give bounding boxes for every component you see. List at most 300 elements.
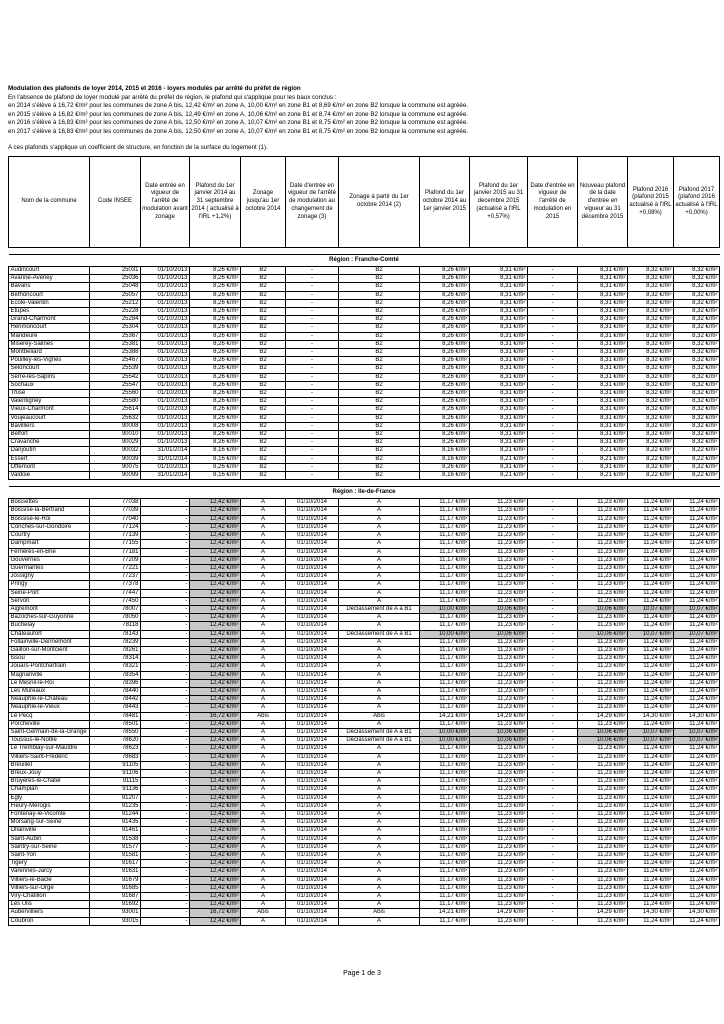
table-cell: -: [141, 737, 190, 745]
table-cell: B2: [339, 357, 420, 365]
table-cell: 11,24 €/m²: [674, 794, 720, 802]
table-cell: -: [528, 556, 578, 564]
table-cell: -: [528, 704, 578, 712]
table-row: [9, 778, 720, 786]
table-cell: Abis: [241, 712, 286, 720]
table-cell: 10,06 €/m²: [578, 605, 628, 613]
table-cell: 8,31 €/m²: [470, 299, 528, 307]
table-cell: 8,16 €/m²: [190, 455, 241, 463]
intro-line: en 2017 s'élève à 16,83 €/m² pour les communes de zone A bis, 12,50 €/m² en zone A, 10,07 €/m² en zone B1 et 8,75 €/m² en zone B2 lorsque la commune est agréée.: [8, 127, 469, 135]
table-cell: Abis: [339, 909, 420, 917]
table-cell: 8,26 €/m²: [190, 422, 241, 430]
table-cell: 8,32 €/m²: [628, 299, 674, 307]
table-cell: -: [528, 340, 578, 348]
table-cell: -: [528, 786, 578, 794]
table-cell: 11,24 €/m²: [674, 556, 720, 564]
table-cell: A: [339, 532, 420, 540]
table-cell: -: [141, 630, 190, 638]
table-cell: 78440: [90, 687, 141, 695]
table-cell: B2: [339, 398, 420, 406]
table-cell: A: [339, 745, 420, 753]
table-cell: 12,42 €/m²: [190, 720, 241, 728]
table-cell: Aigremont: [9, 605, 90, 613]
table-cell: 11,17 €/m²: [420, 614, 470, 622]
table-cell: A: [241, 499, 286, 507]
table-cell: 11,23 €/m²: [578, 663, 628, 671]
table-cell: 11,23 €/m²: [578, 868, 628, 876]
table-cell: 25467: [90, 357, 141, 365]
table-cell: 8,32 €/m²: [628, 398, 674, 406]
table-row: [9, 671, 720, 679]
table-cell: 12,42 €/m²: [190, 868, 241, 876]
table-row: [9, 819, 720, 827]
table-cell: 77039: [90, 507, 141, 515]
table-cell: 8,31 €/m²: [470, 439, 528, 447]
table-cell: 8,32 €/m²: [628, 275, 674, 283]
table-cell: -: [528, 308, 578, 316]
table-cell: B2: [339, 340, 420, 348]
table-cell: -: [528, 365, 578, 373]
table-cell: A: [339, 671, 420, 679]
table-cell: 11,24 €/m²: [628, 581, 674, 589]
table-cell: Conches-sur-Gondoire: [9, 523, 90, 531]
table-cell: A: [339, 802, 420, 810]
table-cell: 8,26 €/m²: [190, 308, 241, 316]
table-cell: 14,29 €/m²: [578, 712, 628, 720]
table-row: [9, 556, 720, 564]
table-cell: -: [286, 267, 339, 275]
table-cell: Gaillon-sur-Montcient: [9, 646, 90, 654]
table-row: [9, 373, 720, 381]
table-cell: 78550: [90, 728, 141, 736]
table-cell: A: [339, 884, 420, 892]
table-row: [9, 696, 720, 704]
table-cell: B2: [241, 381, 286, 389]
table-cell: 8,26 €/m²: [190, 463, 241, 471]
table-cell: 12,42 €/m²: [190, 671, 241, 679]
table-cell: Bazoches-sur-Guyonne: [9, 614, 90, 622]
table-cell: B2: [241, 324, 286, 332]
table-cell: -: [141, 687, 190, 695]
table-cell: -: [286, 316, 339, 324]
table-cell: 11,24 €/m²: [628, 532, 674, 540]
table-cell: B2: [339, 390, 420, 398]
table-cell: -: [528, 564, 578, 572]
table-cell: 12,42 €/m²: [190, 852, 241, 860]
table-cell: -: [286, 373, 339, 381]
table-cell: -: [528, 540, 578, 548]
table-cell: B2: [241, 431, 286, 439]
table-cell: 11,23 €/m²: [578, 901, 628, 909]
table-row: [9, 365, 720, 373]
table-cell: 11,23 €/m²: [578, 827, 628, 835]
table-cell: A: [339, 819, 420, 827]
table-cell: A: [241, 515, 286, 523]
table-cell: 11,23 €/m²: [470, 802, 528, 810]
table-row: [9, 638, 720, 646]
table-row: [9, 704, 720, 712]
table-cell: 11,17 €/m²: [420, 860, 470, 868]
table-cell: 11,24 €/m²: [674, 745, 720, 753]
table-cell: 11,24 €/m²: [674, 515, 720, 523]
table-cell: 11,23 €/m²: [578, 614, 628, 622]
table-cell: 11,24 €/m²: [628, 704, 674, 712]
table-cell: A: [241, 614, 286, 622]
table-row: [9, 357, 720, 365]
table-cell: 01/10/2014: [286, 499, 339, 507]
table-cell: 12,42 €/m²: [190, 515, 241, 523]
table-cell: 01/10/2013: [141, 332, 190, 340]
table-row: [9, 663, 720, 671]
table-cell: -: [141, 597, 190, 605]
table-cell: 11,23 €/m²: [578, 745, 628, 753]
table-cell: 11,17 €/m²: [420, 753, 470, 761]
table-cell: 91687: [90, 893, 141, 901]
table-cell: 01/10/2014: [286, 507, 339, 515]
table-cell: 01/10/2014: [286, 819, 339, 827]
table-cell: 11,23 €/m²: [470, 646, 528, 654]
table-cell: -: [528, 605, 578, 613]
table-cell: A: [241, 630, 286, 638]
table-cell: 8,26 €/m²: [190, 373, 241, 381]
column-header: Plafond 2016 (plafond 2015 actualisé à l'IRL +0,08%): [628, 157, 674, 248]
table-cell: 11,24 €/m²: [628, 679, 674, 687]
table-cell: 8,26 €/m²: [190, 340, 241, 348]
table-cell: 12,42 €/m²: [190, 778, 241, 786]
table-cell: Fontenay-le-Vicomte: [9, 811, 90, 819]
table-cell: -: [528, 267, 578, 275]
table-cell: B2: [241, 439, 286, 447]
table-cell: 14,30 €/m²: [674, 712, 720, 720]
table-cell: Belfort: [9, 431, 90, 439]
table-cell: 78118: [90, 622, 141, 630]
table-cell: 11,23 €/m²: [470, 548, 528, 556]
table-cell: 11,24 €/m²: [628, 671, 674, 679]
table-cell: -: [528, 712, 578, 720]
region-heading-row: [9, 487, 720, 499]
table-cell: A: [241, 532, 286, 540]
table-cell: 8,31 €/m²: [578, 406, 628, 414]
table-cell: Étupes: [9, 308, 90, 316]
table-cell: A: [339, 679, 420, 687]
table-row: [9, 901, 720, 909]
table-cell: -: [528, 414, 578, 422]
table-cell: -: [528, 876, 578, 884]
table-cell: 11,24 €/m²: [674, 655, 720, 663]
table-cell: 11,23 €/m²: [470, 622, 528, 630]
table-cell: 11,24 €/m²: [628, 860, 674, 868]
table-cell: Toussus-le-Noble: [9, 737, 90, 745]
table-cell: 8,26 €/m²: [190, 316, 241, 324]
table-cell: -: [528, 283, 578, 291]
table-cell: 78481: [90, 712, 141, 720]
table-cell: -: [528, 720, 578, 728]
table-cell: 8,32 €/m²: [674, 431, 720, 439]
table-row: [9, 573, 720, 581]
table-cell: 11,23 €/m²: [578, 507, 628, 515]
table-cell: 11,24 €/m²: [628, 638, 674, 646]
intro-line: en 2015 s'élève à 16,82 €/m² pour les communes de zone A bis, 12,49 €/m² en zone A, 10,06 €/m² en zone B1 et 8,74 €/m² en zone B2 lorsque la commune est agréée.: [8, 110, 469, 118]
table-cell: 01/10/2014: [286, 573, 339, 581]
table-cell: 11,17 €/m²: [420, 769, 470, 777]
table-cell: 12,42 €/m²: [190, 614, 241, 622]
table-cell: 25632: [90, 414, 141, 422]
table-cell: 01/10/2014: [286, 868, 339, 876]
table-cell: 11,24 €/m²: [674, 523, 720, 531]
table-cell: 11,17 €/m²: [420, 704, 470, 712]
table-row: [9, 308, 720, 316]
table-cell: 8,31 €/m²: [578, 414, 628, 422]
table-cell: 8,26 €/m²: [190, 414, 241, 422]
table-cell: Breuillet: [9, 761, 90, 769]
table-row: [9, 737, 720, 745]
table-cell: 01/10/2014: [286, 671, 339, 679]
table-cell: 11,23 €/m²: [470, 589, 528, 597]
table-cell: A: [241, 589, 286, 597]
table-cell: Déclassement de A à B1: [339, 630, 420, 638]
table-cell: 11,17 €/m²: [420, 843, 470, 851]
table-cell: 01/10/2014: [286, 720, 339, 728]
table-row: [9, 835, 720, 843]
table-cell: Le Pecq: [9, 712, 90, 720]
table-cell: A: [241, 671, 286, 679]
table-cell: -: [528, 901, 578, 909]
table-cell: 11,17 €/m²: [420, 573, 470, 581]
table-cell: A: [241, 802, 286, 810]
table-cell: 11,17 €/m²: [420, 802, 470, 810]
table-cell: 10,06 €/m²: [578, 728, 628, 736]
table-cell: A: [241, 876, 286, 884]
table-cell: -: [528, 597, 578, 605]
table-cell: 11,24 €/m²: [628, 835, 674, 843]
table-cell: 8,22 €/m²: [628, 472, 674, 480]
table-cell: 8,26 €/m²: [420, 299, 470, 307]
table-cell: 91679: [90, 876, 141, 884]
table-cell: 11,17 €/m²: [420, 827, 470, 835]
table-cell: -: [286, 275, 339, 283]
table-cell: 8,31 €/m²: [470, 291, 528, 299]
table-cell: 11,24 €/m²: [674, 802, 720, 810]
column-header: Code INSEE: [90, 157, 141, 248]
table-cell: -: [528, 860, 578, 868]
table-cell: 8,26 €/m²: [190, 332, 241, 340]
table-cell: 01/10/2014: [286, 917, 339, 925]
table-cell: A: [339, 581, 420, 589]
table-cell: B2: [339, 472, 420, 480]
table-cell: -: [141, 917, 190, 925]
table-cell: 8,32 €/m²: [674, 414, 720, 422]
table-cell: 11,23 €/m²: [470, 556, 528, 564]
table-cell: 11,24 €/m²: [628, 523, 674, 531]
table-cell: A: [339, 794, 420, 802]
table-row: [9, 843, 720, 851]
table-cell: 8,32 €/m²: [628, 431, 674, 439]
table-cell: A: [339, 589, 420, 597]
column-header: Plafond du 1er janvier 2014 au 31 septembre 2014 ( actualisé à l'IRL +1,2%): [190, 157, 241, 248]
table-cell: 25031: [90, 267, 141, 275]
table-cell: 12,42 €/m²: [190, 655, 241, 663]
table-cell: 11,24 €/m²: [674, 573, 720, 581]
table-cell: 01/10/2014: [286, 605, 339, 613]
table-cell: 14,29 €/m²: [578, 909, 628, 917]
table-cell: 10,00 €/m²: [420, 605, 470, 613]
table-cell: 01/10/2013: [141, 267, 190, 275]
table-cell: 01/10/2014: [286, 909, 339, 917]
table-cell: 8,26 €/m²: [190, 275, 241, 283]
table-cell: 12,42 €/m²: [190, 901, 241, 909]
table-cell: 01/10/2014: [286, 893, 339, 901]
table-cell: 91581: [90, 852, 141, 860]
table-cell: -: [286, 357, 339, 365]
table-cell: École-Valentin: [9, 299, 90, 307]
table-cell: -: [141, 794, 190, 802]
table-cell: 11,23 €/m²: [470, 655, 528, 663]
table-cell: B2: [241, 332, 286, 340]
table-cell: 8,26 €/m²: [190, 357, 241, 365]
table-cell: 12,42 €/m²: [190, 663, 241, 671]
table-cell: B2: [339, 365, 420, 373]
table-cell: 12,42 €/m²: [190, 761, 241, 769]
table-cell: A: [339, 696, 420, 704]
table-cell: 12,42 €/m²: [190, 605, 241, 613]
table-cell: 8,16 €/m²: [420, 447, 470, 455]
table-cell: 8,32 €/m²: [674, 308, 720, 316]
table-cell: 8,31 €/m²: [470, 275, 528, 283]
table-cell: 8,31 €/m²: [578, 324, 628, 332]
table-cell: -: [528, 819, 578, 827]
table-cell: 11,17 €/m²: [420, 540, 470, 548]
table-cell: Égly: [9, 794, 90, 802]
table-cell: B2: [241, 299, 286, 307]
table-cell: 11,24 €/m²: [628, 589, 674, 597]
table-cell: -: [528, 515, 578, 523]
table-cell: 01/10/2014: [286, 745, 339, 753]
table-cell: -: [528, 291, 578, 299]
table-cell: -: [141, 605, 190, 613]
table-cell: 11,24 €/m²: [628, 646, 674, 654]
table-cell: -: [528, 671, 578, 679]
table-cell: 11,24 €/m²: [628, 802, 674, 810]
table-cell: -: [528, 275, 578, 283]
table-cell: Mandeure: [9, 332, 90, 340]
table-cell: 10,00 €/m²: [420, 630, 470, 638]
table-cell: -: [286, 381, 339, 389]
table-cell: 11,24 €/m²: [674, 917, 720, 925]
table-cell: 11,24 €/m²: [628, 622, 674, 630]
table-cell: B2: [339, 316, 420, 324]
table-cell: 01/10/2014: [286, 761, 339, 769]
table-cell: A: [339, 852, 420, 860]
table-row: [9, 630, 720, 638]
table-cell: 78396: [90, 679, 141, 687]
table-cell: 11,24 €/m²: [674, 852, 720, 860]
table-cell: 8,26 €/m²: [420, 422, 470, 430]
table-cell: -: [141, 532, 190, 540]
table-cell: A: [241, 687, 286, 695]
table-cell: 11,24 €/m²: [674, 548, 720, 556]
table-cell: 11,24 €/m²: [674, 835, 720, 843]
table-cell: 12,42 €/m²: [190, 564, 241, 572]
table-cell: Jossigny: [9, 573, 90, 581]
table-cell: 8,26 €/m²: [190, 267, 241, 275]
table-cell: 11,24 €/m²: [674, 614, 720, 622]
table-cell: A: [241, 663, 286, 671]
table-cell: 25542: [90, 373, 141, 381]
table-cell: 8,31 €/m²: [470, 283, 528, 291]
table-cell: A: [339, 893, 420, 901]
table-cell: 11,24 €/m²: [628, 614, 674, 622]
table-cell: 11,23 €/m²: [470, 687, 528, 695]
table-cell: 8,31 €/m²: [578, 340, 628, 348]
table-cell: 8,31 €/m²: [578, 291, 628, 299]
table-cell: 12,42 €/m²: [190, 769, 241, 777]
table-cell: 8,26 €/m²: [190, 398, 241, 406]
table-cell: -: [286, 291, 339, 299]
table-cell: -: [141, 540, 190, 548]
table-cell: 11,23 €/m²: [578, 499, 628, 507]
table-cell: 8,26 €/m²: [190, 365, 241, 373]
table-cell: 01/10/2014: [286, 778, 339, 786]
table-cell: A: [339, 827, 420, 835]
table-cell: 8,32 €/m²: [674, 422, 720, 430]
table-cell: Avanne-Aveney: [9, 275, 90, 283]
table-cell: A: [241, 819, 286, 827]
table-cell: -: [528, 507, 578, 515]
column-header: Nouveau plafond de la date d'entrée en vigueur au 31 décembre 2015: [578, 157, 628, 248]
table-cell: B2: [241, 463, 286, 471]
table-cell: 8,31 €/m²: [578, 308, 628, 316]
table-cell: 01/10/2014: [286, 876, 339, 884]
table-cell: Pringy: [9, 581, 90, 589]
table-cell: -: [286, 431, 339, 439]
table-cell: 10,06 €/m²: [578, 630, 628, 638]
table-cell: 8,26 €/m²: [190, 349, 241, 357]
table-cell: B2: [241, 398, 286, 406]
table-cell: Magnanville: [9, 671, 90, 679]
table-cell: -: [141, 835, 190, 843]
table-cell: 11,23 €/m²: [578, 581, 628, 589]
table-cell: Déclassement de A à B1: [339, 728, 420, 736]
table-cell: -: [141, 556, 190, 564]
table-cell: -: [141, 811, 190, 819]
table-cell: 01/10/2014: [286, 532, 339, 540]
table-cell: 11,24 €/m²: [628, 917, 674, 925]
table-cell: 25580: [90, 398, 141, 406]
table-cell: Champlan: [9, 786, 90, 794]
table-cell: 78501: [90, 720, 141, 728]
table-cell: 11,23 €/m²: [470, 843, 528, 851]
table-cell: 12,42 €/m²: [190, 548, 241, 556]
table-cell: A: [241, 655, 286, 663]
table-cell: A: [241, 827, 286, 835]
table-cell: 11,24 €/m²: [674, 663, 720, 671]
table-cell: 11,24 €/m²: [674, 687, 720, 695]
table-cell: 11,24 €/m²: [674, 581, 720, 589]
table-cell: 8,32 €/m²: [628, 422, 674, 430]
table-cell: 11,23 €/m²: [470, 884, 528, 892]
table-cell: 78261: [90, 646, 141, 654]
table-row: [9, 761, 720, 769]
table-header-row: [9, 157, 720, 248]
table-cell: 8,26 €/m²: [190, 439, 241, 447]
table-cell: 91461: [90, 827, 141, 835]
table-cell: 11,23 €/m²: [578, 835, 628, 843]
table-cell: 10,07 €/m²: [628, 737, 674, 745]
table-cell: 01/10/2013: [141, 316, 190, 324]
table-cell: 8,32 €/m²: [628, 316, 674, 324]
table-cell: A: [339, 687, 420, 695]
table-cell: Villiers-Saint-Frédéric: [9, 753, 90, 761]
